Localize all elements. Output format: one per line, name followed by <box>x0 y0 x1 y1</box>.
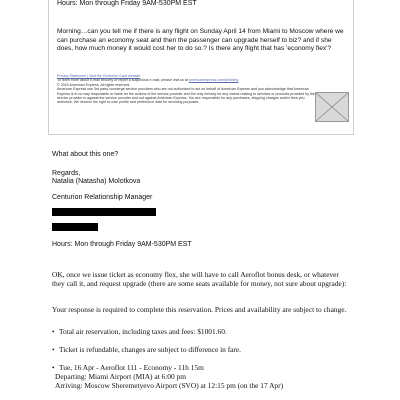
quoted-question: Morning…can you tell me if there is any flight on Sunday April 14 from Miami to Moscow where we can purchase an economy seat and then the passenger can upgrade herself to biz? and if she does, how much money it would cost her to do so.? Is there any flight that has 'economy flex'? <box>57 28 344 53</box>
bullet-marker: • <box>52 345 55 354</box>
quoted-email-block <box>48 0 354 135</box>
sender-title: Centurion Relationship Manager <box>52 194 153 201</box>
reply-question: What about this one? <box>52 151 119 158</box>
broken-image-placeholder <box>315 92 349 122</box>
bullet-item: Total air reservation, including taxes and fees: $1001.60. <box>59 327 227 336</box>
answer-paragraph-2: Your response is required to complete this reservation. Prices and availability are subject to change. <box>52 305 347 314</box>
sender-hours: Hours: Mon through Friday 9AM-530PM EST <box>52 241 192 248</box>
quoted-hours: Hours: Mon through Friday 9AM-530PM EST <box>57 0 197 7</box>
departing-line: Departing: Miami Airport (MIA) at 6:00 pm <box>55 372 186 381</box>
bullet-marker: • <box>52 327 55 336</box>
redacted-bar <box>52 208 156 216</box>
footer-links[interactable]: Privacy Statement | Visit the Centurion Card website <box>57 74 141 78</box>
answer-paragraph-1: OK, once we issue ticket as economy flex, she will have to call Aeroflot bonus desk, or whatever they call it, and request upgrade (there are some seats available for money, not sure about upgrade): <box>52 270 347 288</box>
bullet-marker: • <box>52 363 55 372</box>
bullet-item: Tue, 16 Apr - Aeroflot 111 - Economy - 11h 15m <box>59 363 204 372</box>
regards: Regards, <box>52 170 81 177</box>
footer-security-text: To learn more about e-mail security or report a suspicious e-mail, please visit us at <box>57 78 188 83</box>
bullet-item: Ticket is refundable, changes are subject to difference in fare. <box>59 345 242 354</box>
redacted-bar <box>52 223 98 231</box>
image-placeholder-icon <box>316 93 348 121</box>
footer-disclaimer: American Express use 3rd party concierge service providers who are not authorized to act on behalf of American Express and you acknowledge that American Express is in no way responsible or liable for the actions of the service provider and the only remedy for any claims relating to services or products provided by the service provider is against the service provider and not against American Express. You are responsible for any purchases, shipping charges and/or fees you authorize. We reserve the right to note profile and preference data for servicing purposes. <box>57 87 315 105</box>
arriving-line: Arriving: Moscow Sheremetyevo Airport (SVO) at 12:15 pm (on the 17 Apr) <box>55 381 284 390</box>
sender-name: Natalia (Natasha) Molotkova <box>52 178 141 185</box>
email-footer <box>57 74 315 105</box>
footer-copyright: © 2015 American Express. All rights reserved. <box>57 82 131 87</box>
phishing-link[interactable]: americanexpress.com/phishing <box>188 78 239 83</box>
